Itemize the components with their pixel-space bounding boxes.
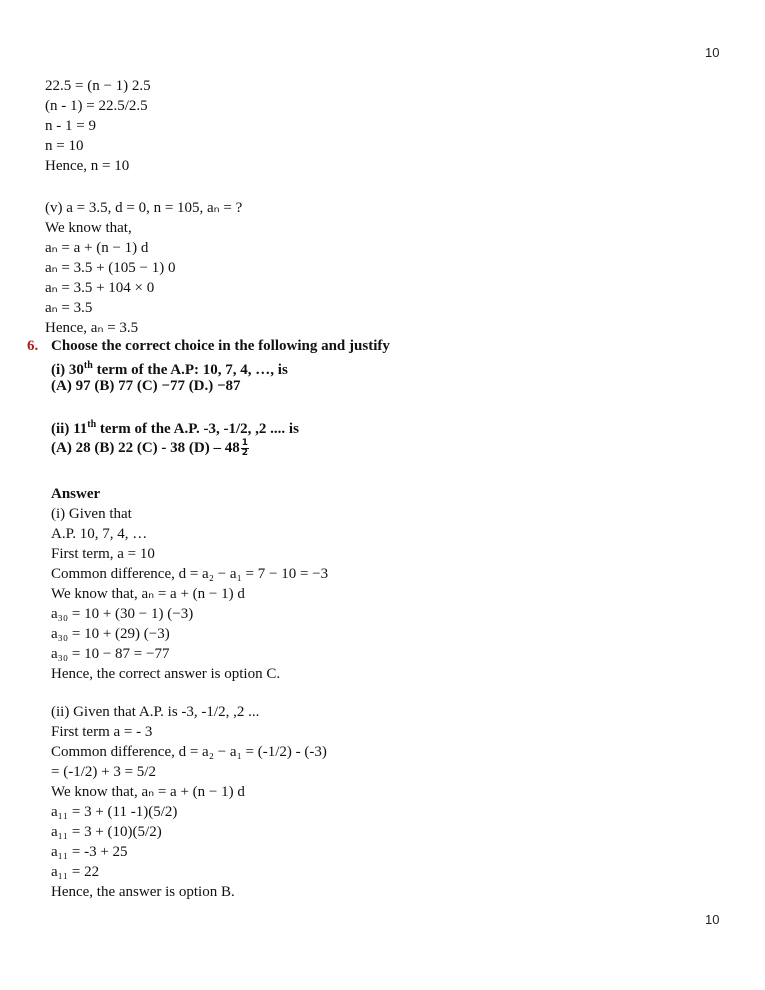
part-ii-sup: th: [87, 419, 97, 430]
part-ii-options: [51, 438, 249, 458]
equation-line: (n - 1) = 22.5/2.5: [45, 98, 148, 114]
question-title: Choose the correct choice in the following and justify: [51, 338, 390, 354]
answer-line: Common difference, d = a₂ − a₁ = 7 − 10 = −3: [51, 566, 329, 582]
answer-line: (i) Given that: [51, 506, 132, 522]
equation-line: n = 10: [45, 138, 84, 154]
conclusion-line: Hence, n = 10: [45, 158, 130, 174]
text-line: We know that,: [45, 220, 132, 236]
part-i-suffix: term of the A.P: 10, 7, 4, …, is: [92, 362, 288, 378]
fraction-denominator: 2: [241, 448, 248, 459]
given-line: (v) a = 3.5, d = 0, n = 105, aₙ = ?: [45, 200, 243, 216]
equation-line: 22.5 = (n − 1) 2.5: [45, 78, 151, 94]
answer-line: a₃₀ = 10 + (29) (−3): [51, 626, 170, 642]
conclusion-line: Hence, aₙ = 3.5: [45, 320, 139, 336]
answer-line: Common difference, d = a₂ − a₁ = (-1/2) - (-3): [51, 744, 327, 760]
answer-line: We know that, aₙ = a + (n − 1) d: [51, 784, 245, 800]
question-part-ii: [51, 415, 299, 439]
equation-line: aₙ = 3.5 + 104 × 0: [45, 280, 155, 296]
answer-conclusion: Hence, the correct answer is option C.: [51, 666, 281, 682]
answer-line: a₁₁ = 22: [51, 864, 100, 880]
answer-line: We know that, aₙ = a + (n − 1) d: [51, 586, 245, 602]
part-i-sup: th: [83, 360, 93, 371]
part-ii-suffix: term of the A.P. -3, -1/2, ,2 .... is: [96, 421, 299, 437]
fraction-numerator: 1: [241, 438, 248, 449]
part-ii-prefix: (ii) 11: [51, 421, 88, 437]
part-i-prefix: (i) 30: [51, 362, 84, 378]
answer-line: a₁₁ = -3 + 25: [51, 844, 128, 860]
answer-line: A.P. 10, 7, 4, …: [51, 526, 148, 542]
answer-line: = (-1/2) + 3 = 5/2: [51, 764, 156, 780]
equation-line: aₙ = a + (n − 1) d: [45, 240, 149, 256]
answer-heading: Answer: [51, 486, 101, 502]
answer-line: First term, a = 10: [51, 546, 155, 562]
page-number-bottom: 10: [705, 912, 720, 927]
page-number-top: 10: [705, 45, 720, 60]
answer-line: First term a = - 3: [51, 724, 153, 740]
answer-line: a₁₁ = 3 + (10)(5/2): [51, 824, 162, 840]
part-ii-options-text: (A) 28 (B) 22 (C) - 38 (D) – 48: [51, 440, 240, 456]
fraction-one-half: [241, 439, 249, 458]
equation-line: n - 1 = 9: [45, 118, 96, 134]
answer-line: (ii) Given that A.P. is -3, -1/2, ,2 ...: [51, 704, 260, 720]
equation-line: aₙ = 3.5: [45, 300, 93, 316]
equation-line: aₙ = 3.5 + (105 − 1) 0: [45, 260, 176, 276]
question-number: 6.: [27, 338, 39, 354]
answer-line: a₃₀ = 10 + (30 − 1) (−3): [51, 606, 194, 622]
answer-conclusion: Hence, the answer is option B.: [51, 884, 235, 900]
answer-line: a₃₀ = 10 − 87 = −77: [51, 646, 170, 662]
answer-line: a₁₁ = 3 + (11 -1)(5/2): [51, 804, 178, 820]
part-i-options: (A) 97 (B) 77 (C) −77 (D.) −87: [51, 378, 241, 394]
